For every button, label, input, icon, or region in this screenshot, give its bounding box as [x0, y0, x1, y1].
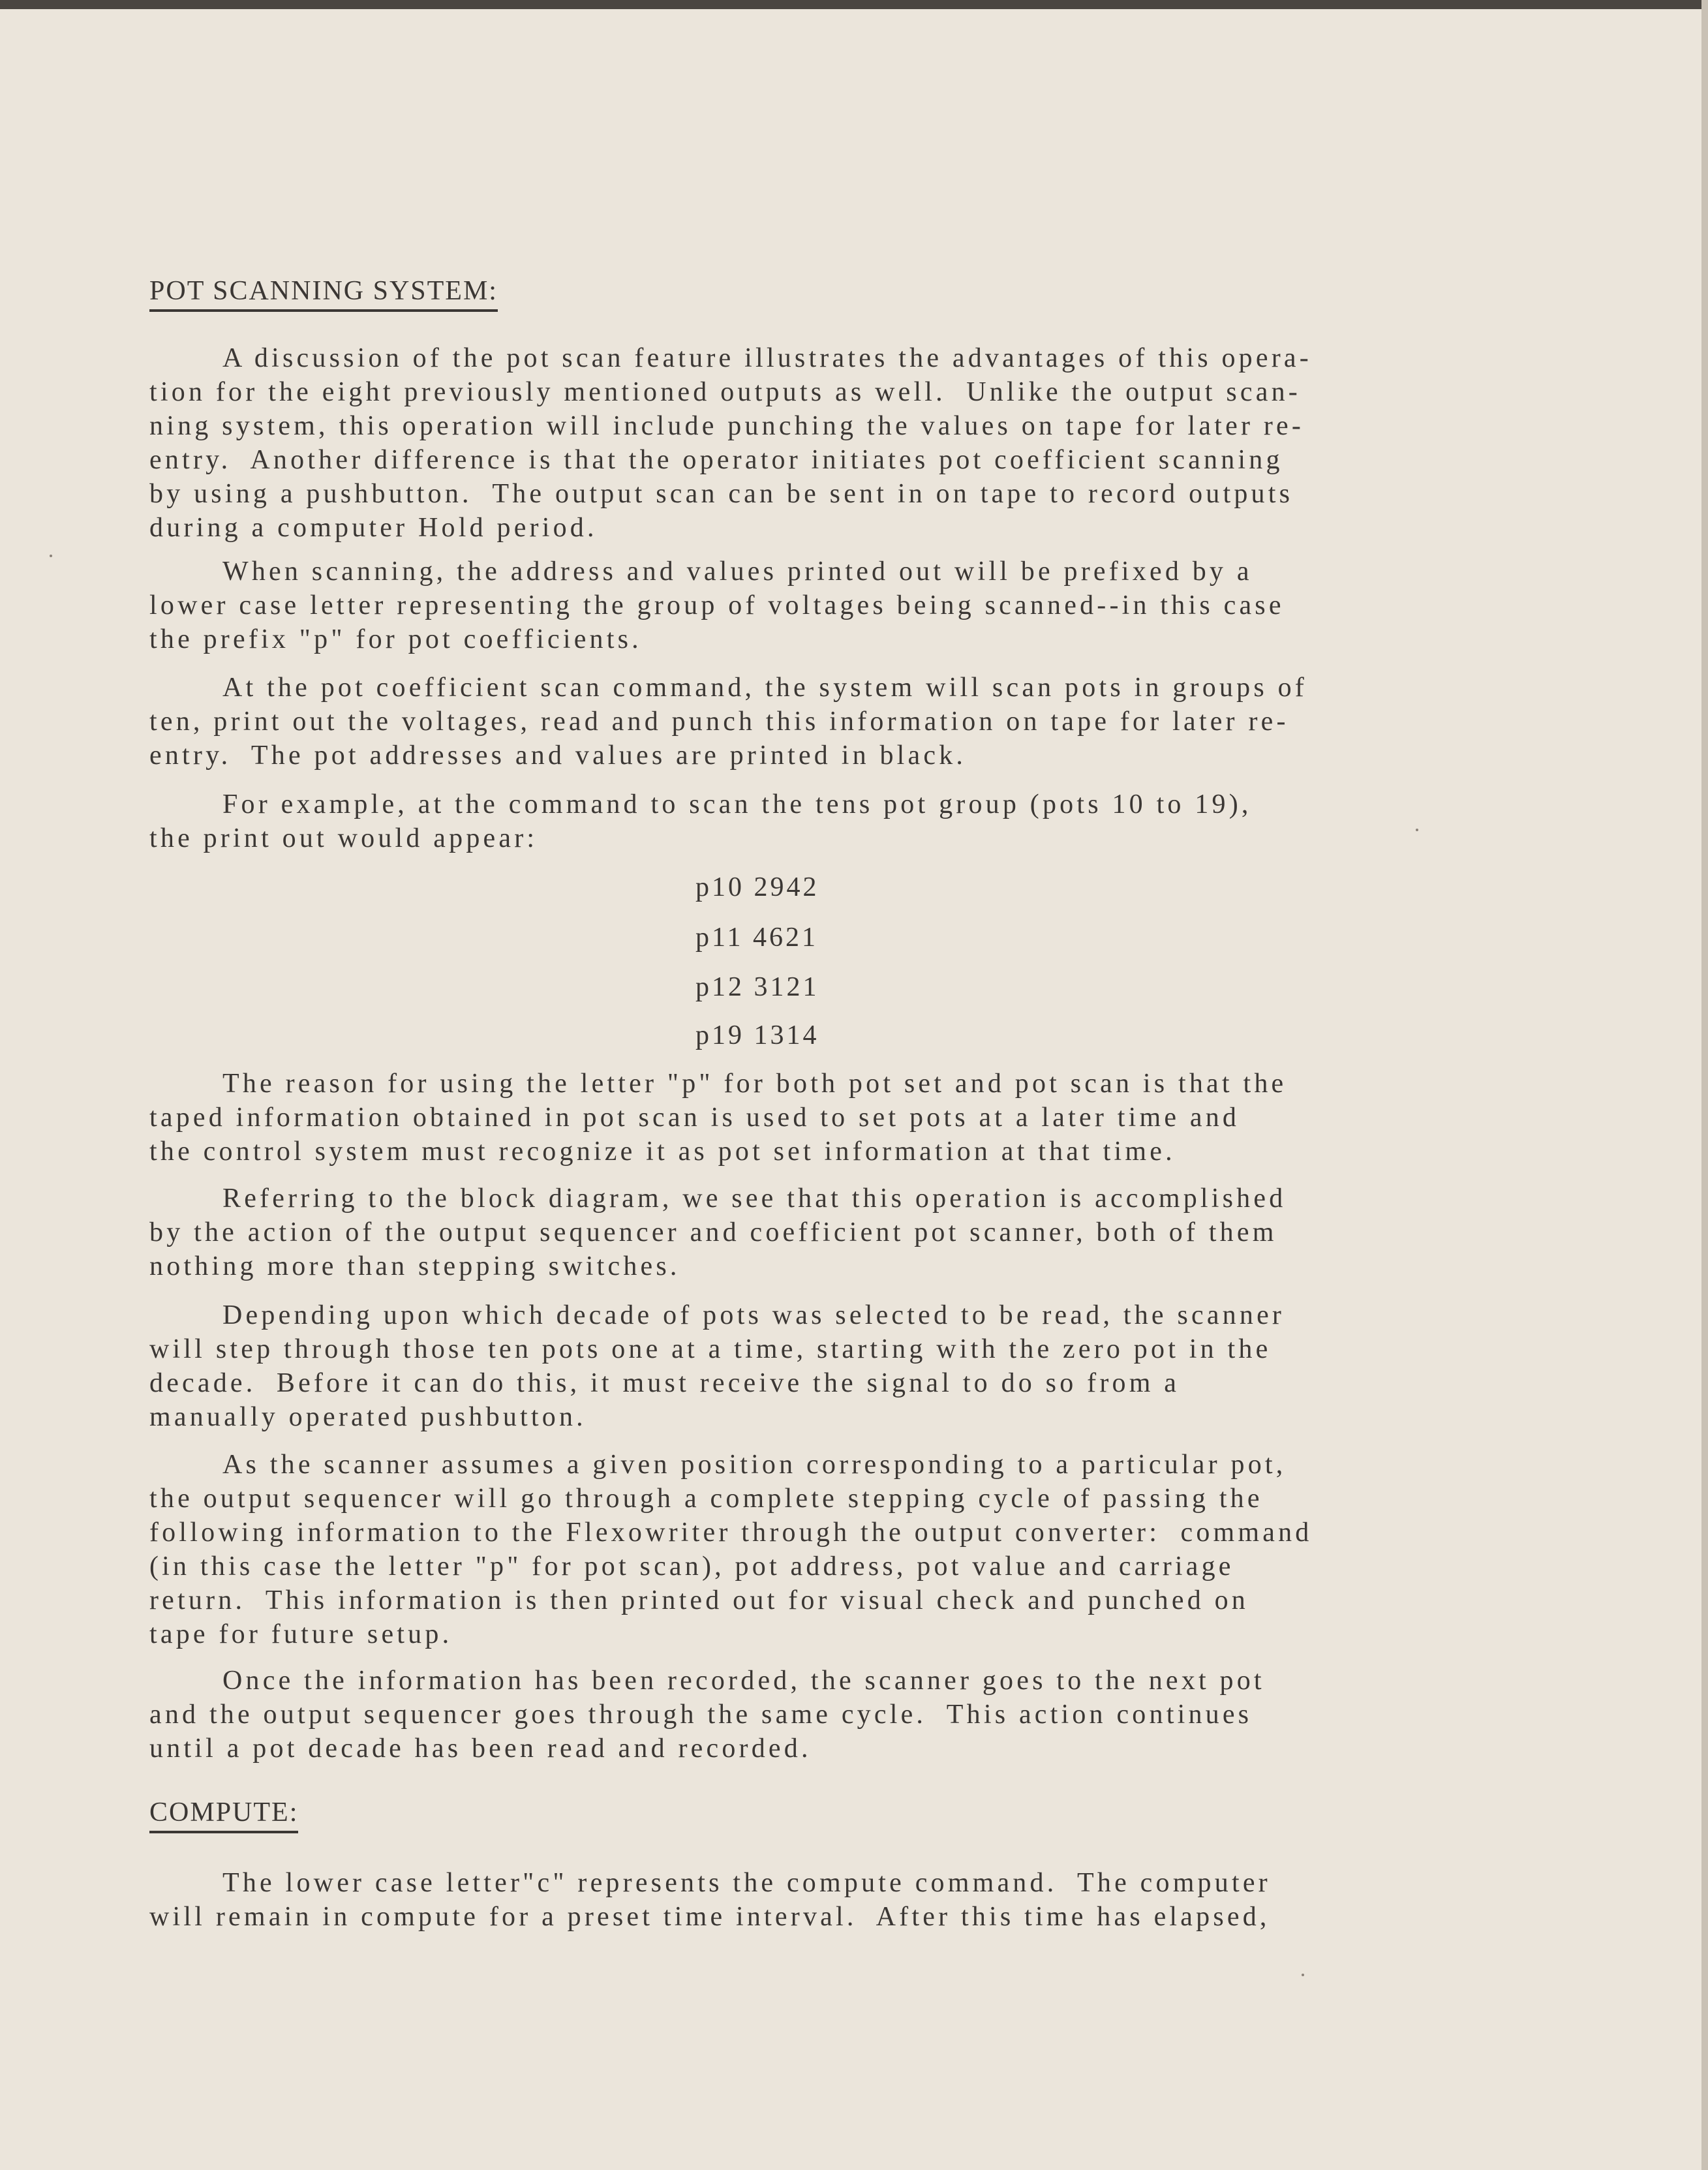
text-line: At the pot coefficient scan command, the system will scan pots in groups of [222, 673, 1307, 703]
text-line: Once the information has been recorded, the scanner goes to the next pot [222, 1666, 1265, 1696]
text-line: the print out would appear: [149, 823, 538, 853]
printout-line: p19 1314 [695, 1020, 819, 1050]
text-line: The lower case letter"c" represents the compute command. The computer [222, 1868, 1271, 1898]
text-line: taped information obtained in pot scan is used to set pots at a later time and [149, 1103, 1240, 1133]
paragraph [149, 1067, 1519, 1169]
paper-speck [50, 555, 52, 557]
text-line: As the scanner assumes a given position corresponding to a particular pot, [222, 1450, 1287, 1480]
paragraph [149, 1664, 1519, 1765]
paragraph [149, 787, 1519, 855]
text-line: the output sequencer will go through a complete stepping cycle of passing the [149, 1484, 1263, 1514]
text-line: until a pot decade has been read and recorded. [149, 1734, 812, 1764]
text-line: Depending upon which decade of pots was selected to be read, the scanner [222, 1300, 1285, 1330]
text-line: ning system, this operation will include punching the values on tape for later re- [149, 411, 1305, 441]
text-line: nothing more than stepping switches. [149, 1251, 680, 1281]
text-line: manually operated pushbutton. [149, 1402, 587, 1432]
text-line: will remain in compute for a preset time interval. After this time has elapsed, [149, 1902, 1270, 1932]
text-line: For example, at the command to scan the tens pot group (pots 10 to 19), [222, 789, 1252, 819]
section-heading-pot-scanning: POT SCANNING SYSTEM: [149, 274, 498, 312]
printout-line: p11 4621 [695, 923, 818, 953]
text-line: tape for future setup. [149, 1619, 453, 1649]
text-line: ten, print out the voltages, read and punch this information on tape for later re- [149, 707, 1289, 737]
text-line: by the action of the output sequencer and coefficient pot scanner, both of them [149, 1217, 1277, 1247]
text-line: The reason for using the letter "p" for both pot set and pot scan is that the [222, 1069, 1287, 1099]
text-line: lower case letter representing the group of voltages being scanned--in this case [149, 590, 1285, 620]
paragraph [149, 1182, 1519, 1283]
text-line: following information to the Flexowriter through the output converter: command [149, 1518, 1313, 1548]
scan-edge-right [1701, 0, 1708, 2170]
text-line: When scanning, the address and values printed out will be prefixed by a [222, 557, 1253, 587]
printout-line: p10 2942 [695, 872, 819, 902]
paragraph [149, 555, 1519, 656]
text-line: entry. Another difference is that the operator initiates pot coefficient scanning [149, 445, 1283, 475]
scan-edge-top [0, 0, 1708, 9]
text-line: Referring to the block diagram, we see that this operation is accomplished [222, 1184, 1287, 1214]
section-heading-compute: COMPUTE: [149, 1796, 298, 1833]
printout-line: p12 3121 [695, 972, 819, 1002]
text-line: entry. The pot addresses and values are printed in black. [149, 741, 967, 771]
text-line: tion for the eight previously mentioned outputs as well. Unlike the output scan- [149, 377, 1301, 407]
text-line: will step through those ten pots one at a time, starting with the zero pot in the [149, 1334, 1272, 1364]
paragraph [149, 1448, 1519, 1651]
paragraph [149, 671, 1519, 772]
text-line: and the output sequencer goes through the same cycle. This action continues [149, 1700, 1253, 1730]
text-line: the prefix "p" for pot coefficients. [149, 624, 642, 654]
text-line: the control system must recognize it as pot set information at that time. [149, 1137, 1176, 1167]
paragraph [149, 1298, 1519, 1434]
text-line: by using a pushbutton. The output scan can be sent in on tape to record outputs [149, 479, 1294, 509]
paragraph [149, 341, 1519, 545]
text-line: A discussion of the pot scan feature illustrates the advantages of this opera- [222, 343, 1312, 373]
text-line: during a computer Hold period. [149, 513, 598, 543]
text-line: return. This information is then printed out for visual check and punched on [149, 1585, 1249, 1615]
paper-speck [1302, 1974, 1304, 1976]
text-line: (in this case the letter "p" for pot scan), pot address, pot value and carriage [149, 1551, 1234, 1582]
text-line: decade. Before it can do this, it must receive the signal to do so from a [149, 1368, 1180, 1398]
paragraph [149, 1866, 1519, 1934]
